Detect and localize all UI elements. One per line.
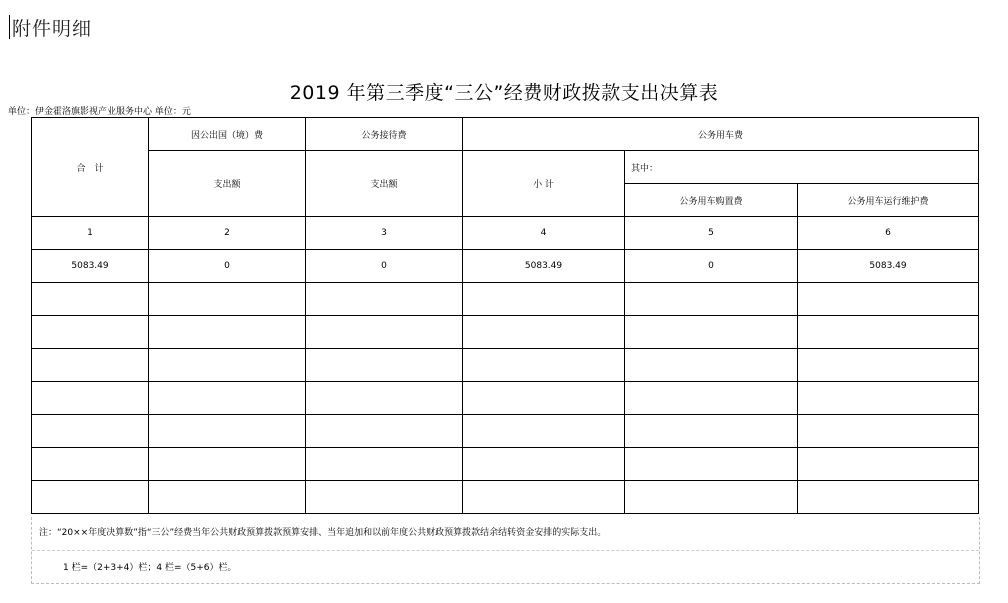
header-operation: 公务用车运行维护费 (798, 184, 979, 217)
note-line-2: 1 栏=（2+3+4）栏；4 栏=（5+6）栏。 (63, 563, 237, 573)
value-cell: 5083.49 (798, 250, 979, 283)
note-line-1: 注：“20××年度决算数”指“三公”经费当年公共财政预算拨款预算安排、当年追加和以前年度公共财政预算拨款结余结转资金安排的实际支出。 (39, 528, 607, 538)
col-number: 4 (463, 217, 625, 250)
value-cell: 0 (306, 250, 463, 283)
col-number: 5 (625, 217, 798, 250)
header-of-which: 其中： (625, 151, 979, 184)
empty-row (32, 481, 979, 514)
header-reception: 公务接待费 (306, 118, 463, 151)
header-subtotal: 小 计 (463, 151, 625, 217)
col-number: 3 (306, 217, 463, 250)
empty-row (32, 349, 979, 382)
empty-row (32, 415, 979, 448)
header-abroad-expense: 支出额 (149, 151, 306, 217)
value-cell: 5083.49 (463, 250, 625, 283)
header-abroad: 因公出国（境）费 (149, 118, 306, 151)
header-total: 合 计 (32, 118, 149, 217)
col-number: 2 (149, 217, 306, 250)
empty-row (32, 283, 979, 316)
value-cell: 0 (625, 250, 798, 283)
empty-row (32, 382, 979, 415)
col-number: 6 (798, 217, 979, 250)
value-cell: 0 (149, 250, 306, 283)
note-divider (32, 550, 979, 551)
header-purchase: 公务用车购置费 (625, 184, 798, 217)
notes-box (31, 517, 980, 584)
text-cursor (9, 15, 10, 39)
attachment-heading: 附件明细 (12, 18, 93, 40)
empty-row (32, 448, 979, 481)
unit-line: 单位：伊金霍洛旗影视产业服务中心 单位：元 (8, 107, 191, 117)
value-cell: 5083.49 (32, 250, 149, 283)
expense-table (31, 117, 979, 514)
header-reception-expense: 支出额 (306, 151, 463, 217)
col-number: 1 (32, 217, 149, 250)
empty-row (32, 316, 979, 349)
header-vehicle: 公务用车费 (463, 118, 979, 151)
report-title: 2019 年第三季度“三公”经费财政拨款支出决算表 (289, 82, 719, 104)
